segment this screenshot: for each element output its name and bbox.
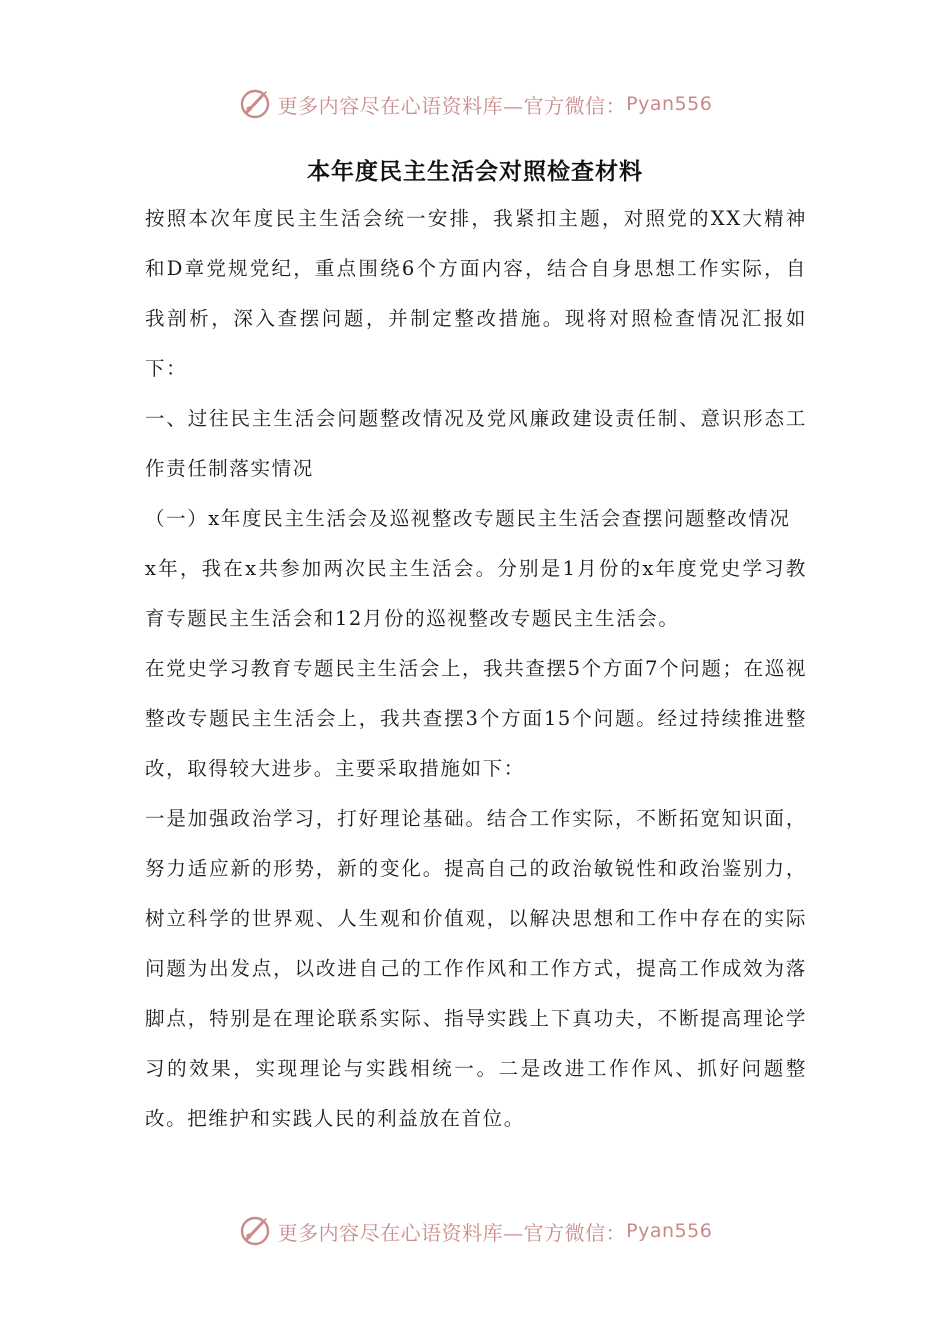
header-watermark (0, 84, 950, 124)
footer-watermark (0, 1211, 950, 1251)
paragraph-meetings: x年，我在x共参加两次民主生活会。分别是1月份的x年度党史学习教育专题民主生活会和12月份的巡视整改专题民主生活会。 (145, 557, 807, 630)
brush-logo-icon (238, 87, 272, 121)
watermark-wechat-id: Pyan556 (626, 1220, 713, 1242)
document-title: 本年度民主生活会对照检查材料 (307, 159, 643, 185)
subsection-heading-1: （一）x年度民主生活会及巡视整改专题民主生活会查摆问题整改情况 (145, 507, 791, 530)
paragraph-issues: 在党史学习教育专题民主生活会上，我共查摆5个方面7个问题；在巡视整改专题民主生活会上，我共查摆3个方面15个问题。经过持续推进整改，取得较大进步。主要采取措施如下： (145, 657, 807, 780)
brush-logo-icon (238, 1214, 272, 1248)
watermark-text: 更多内容尽在心语资料库—官方微信： (277, 93, 627, 118)
document-body (145, 194, 807, 1144)
watermark-wechat-id: Pyan556 (626, 93, 713, 115)
paragraph-measures: 一是加强政治学习，打好理论基础。结合工作实际，不断拓宽知识面，努力适应新的形势，新的变化。提高自己的政治敏锐性和政治鉴别力，树立科学的世界观、人生观和价值观，以解决思想和工作中存在的实际问题为出发点，以改进自己的工作作风和工作方式，提高工作成效为落脚点，特别是在理论联系实际、指导实践上下真功夫，不断提高理论学习的效果，实现理论与实践相统一。二是改进工作作风、抓好问题整改。把维护和实践人民的利益放在首位。 (145, 807, 807, 1130)
watermark-text: 更多内容尽在心语资料库—官方微信： (277, 1220, 627, 1245)
paragraph-intro: 按照本次年度民主生活会统一安排，我紧扣主题，对照党的XX大精神和D章党规党纪，重点围绕6个方面内容，结合自身思想工作实际，自我剖析，深入查摆问题，并制定整改措施。现将对照检查情况汇报如下： (145, 207, 807, 380)
section-heading-1: 一、过往民主生活会问题整改情况及党风廉政建设责任制、意识形态工作责任制落实情况 (145, 407, 807, 480)
